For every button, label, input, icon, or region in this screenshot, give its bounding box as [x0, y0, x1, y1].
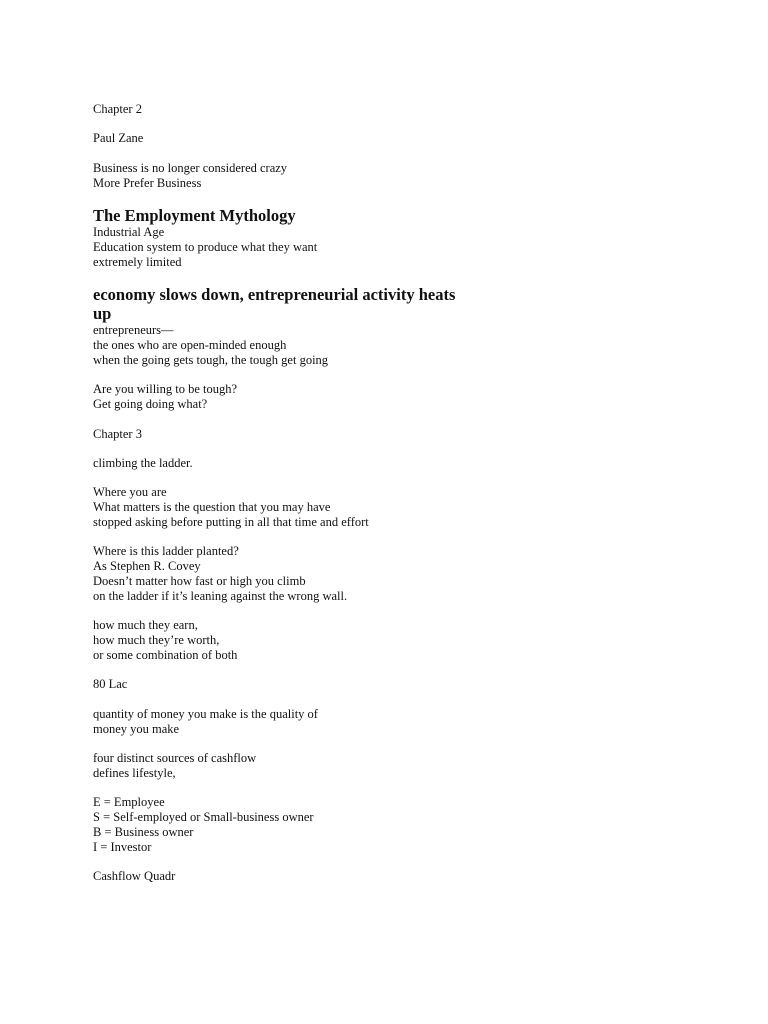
quality-line: money you make	[93, 722, 180, 736]
section-heading-economy: economy slows down, entrepreneurial activity heats	[93, 285, 456, 304]
covey-line: Doesn’t matter how fast or high you climb	[93, 574, 306, 588]
where-you-are-line: stopped asking before putting in all that time and effort	[93, 515, 369, 529]
intro-line: More Prefer Business	[93, 176, 202, 190]
section1-line: Industrial Age	[93, 225, 165, 239]
measure-line: or some combination of both	[93, 648, 238, 662]
quadrant-line: E = Employee	[93, 795, 165, 809]
amount-line: 80 Lac	[93, 677, 128, 691]
sources-line: defines lifestyle,	[93, 766, 176, 780]
section-heading-economy-continued: up	[93, 304, 112, 323]
question-line: Are you willing to be tough?	[93, 382, 238, 396]
chapter-3-label: Chapter 3	[93, 427, 142, 441]
quality-line: quantity of money you make is the quality of	[93, 707, 318, 721]
section2-line: when the going gets tough, the tough get going	[93, 353, 329, 367]
measure-line: how much they earn,	[93, 618, 198, 632]
section-heading-employment-mythology: The Employment Mythology	[93, 206, 296, 225]
quadrant-line: S = Self-employed or Small-business owner	[93, 810, 314, 824]
ladder-line: climbing the ladder.	[93, 456, 193, 470]
section2-line: the ones who are open-minded enough	[93, 338, 287, 352]
covey-line: on the ladder if it’s leaning against the wrong wall.	[93, 589, 348, 603]
chapter-2-label: Chapter 2	[93, 102, 142, 116]
section2-line: entrepreneurs—	[93, 323, 174, 337]
where-you-are-line: What matters is the question that you may have	[93, 500, 331, 514]
quadrant-line: I = Investor	[93, 840, 152, 854]
covey-line: As Stephen R. Covey	[93, 559, 201, 573]
intro-line: Business is no longer considered crazy	[93, 161, 288, 175]
measure-line: how much they’re worth,	[93, 633, 220, 647]
author-name: Paul Zane	[93, 131, 144, 145]
quadrant-line: B = Business owner	[93, 825, 194, 839]
where-you-are-line: Where you are	[93, 485, 167, 499]
sources-line: four distinct sources of cashflow	[93, 751, 257, 765]
question-line: Get going doing what?	[93, 397, 208, 411]
cashflow-quadrant-line: Cashflow Quadr	[93, 869, 176, 883]
section1-line: Education system to produce what they want	[93, 240, 318, 254]
section1-line: extremely limited	[93, 255, 182, 269]
covey-line: Where is this ladder planted?	[93, 544, 239, 558]
